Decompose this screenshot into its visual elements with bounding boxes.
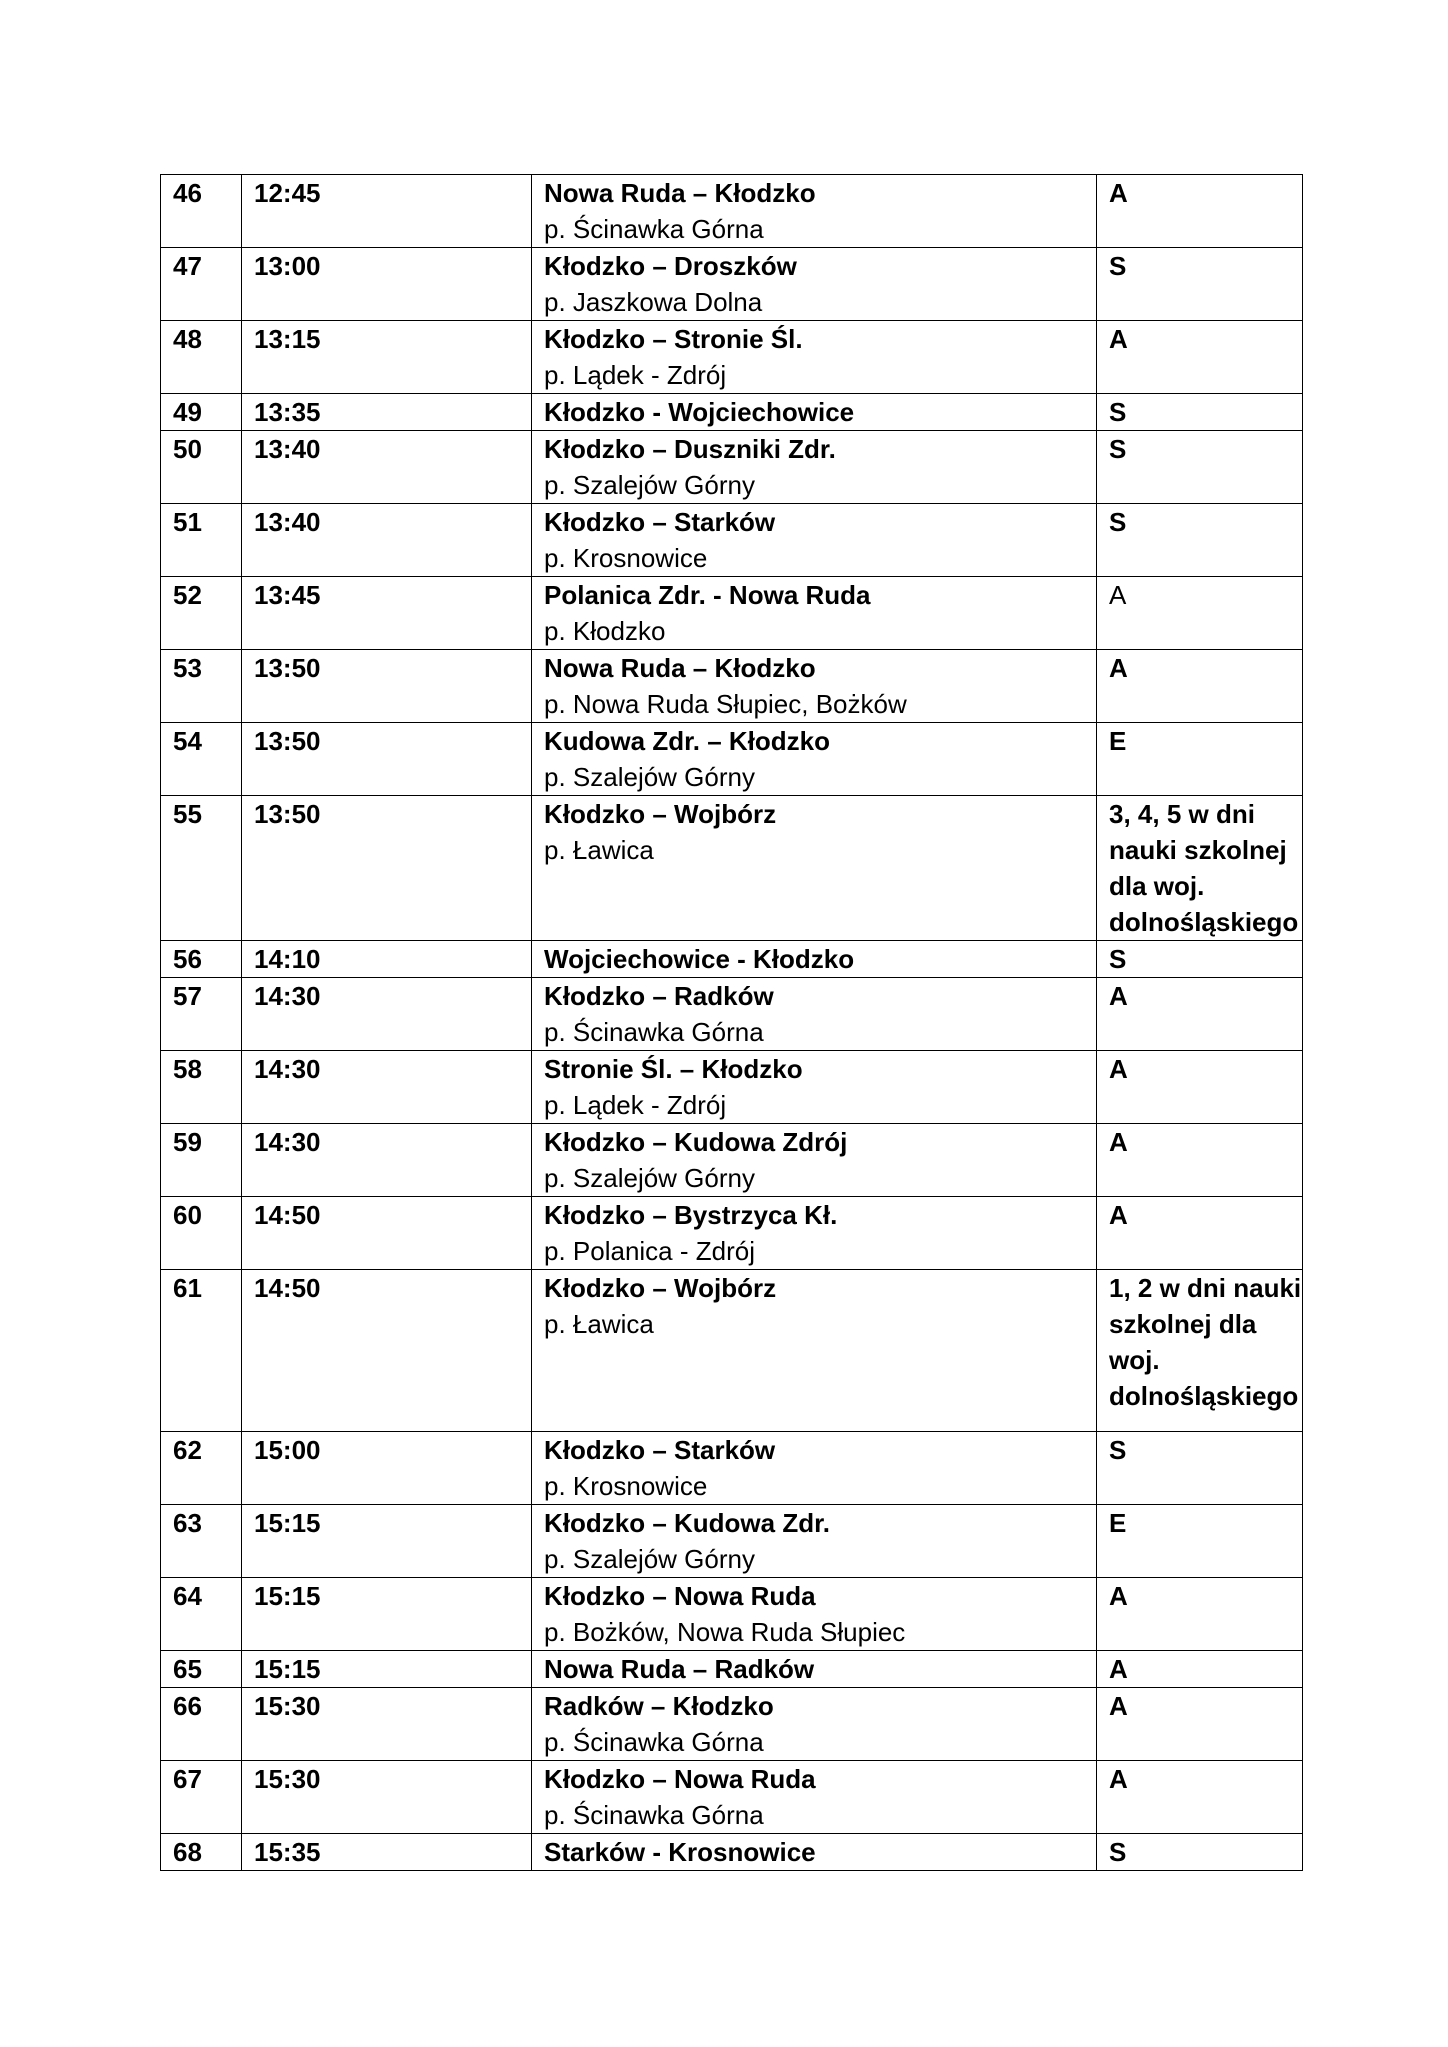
table-row — [161, 723, 1303, 796]
table-row — [161, 1834, 1303, 1871]
route-name: Kłodzko – Nowa Ruda — [544, 1581, 816, 1611]
row-number: 49 — [161, 394, 242, 431]
schedule-note: S — [1097, 1834, 1303, 1871]
table-row — [161, 1688, 1303, 1761]
row-number: 63 — [161, 1505, 242, 1578]
schedule-note: E — [1097, 1505, 1303, 1578]
table-row — [161, 248, 1303, 321]
route-via: p. Jaszkowa Dolna — [544, 287, 763, 317]
route-cell — [532, 504, 1097, 577]
table-row — [161, 577, 1303, 650]
departure-time: 15:35 — [242, 1834, 532, 1871]
route-via: p. Szalejów Górny — [544, 1544, 755, 1574]
table-row — [161, 504, 1303, 577]
route-cell — [532, 1124, 1097, 1197]
departure-time: 14:10 — [242, 941, 532, 978]
route-cell — [532, 650, 1097, 723]
route-name: Stronie Śl. – Kłodzko — [544, 1054, 803, 1084]
schedule-note: A — [1097, 1197, 1303, 1270]
route-name: Nowa Ruda – Kłodzko — [544, 178, 816, 208]
route-cell — [532, 1197, 1097, 1270]
row-number: 60 — [161, 1197, 242, 1270]
route-name: Kłodzko – Bystrzyca Kł. — [544, 1200, 838, 1230]
row-number: 54 — [161, 723, 242, 796]
row-number: 61 — [161, 1270, 242, 1432]
route-name: Kłodzko – Wojbórz — [544, 799, 777, 829]
route-cell — [532, 1578, 1097, 1651]
route-via: p. Krosnowice — [544, 543, 708, 573]
route-via: p. Polanica - Zdrój — [544, 1236, 755, 1266]
route-via: p. Ścinawka Górna — [544, 214, 764, 244]
row-number: 64 — [161, 1578, 242, 1651]
table-row — [161, 394, 1303, 431]
schedule-note: A — [1097, 1761, 1303, 1834]
route-name: Kłodzko – Radków — [544, 981, 774, 1011]
route-name: Kłodzko – Starków — [544, 1435, 776, 1465]
route-cell — [532, 796, 1097, 941]
route-via: p. Ławica — [544, 835, 654, 865]
route-name: Kłodzko - Wojciechowice — [544, 397, 855, 427]
departure-time: 13:35 — [242, 394, 532, 431]
row-number: 47 — [161, 248, 242, 321]
departure-time: 15:15 — [242, 1651, 532, 1688]
row-number: 58 — [161, 1051, 242, 1124]
route-via: p. Nowa Ruda Słupiec, Bożków — [544, 689, 907, 719]
table-row — [161, 1124, 1303, 1197]
departure-time: 15:15 — [242, 1505, 532, 1578]
table-row — [161, 1761, 1303, 1834]
route-via: p. Krosnowice — [544, 1471, 708, 1501]
route-cell — [532, 1270, 1097, 1432]
schedule-note: A — [1097, 175, 1303, 248]
departure-time: 14:30 — [242, 1124, 532, 1197]
schedule-note: S — [1097, 1432, 1303, 1505]
route-via: p. Ścinawka Górna — [544, 1017, 764, 1047]
table-row — [161, 431, 1303, 504]
row-number: 56 — [161, 941, 242, 978]
route-cell — [532, 431, 1097, 504]
route-via: p. Szalejów Górny — [544, 470, 755, 500]
route-via: p. Szalejów Górny — [544, 1163, 755, 1193]
schedule-note: S — [1097, 941, 1303, 978]
schedule-note: 1, 2 w dni nauki szkolnej dla woj. dolnośląskiego — [1097, 1270, 1303, 1432]
route-via: p. Kłodzko — [544, 616, 666, 646]
table-row — [161, 978, 1303, 1051]
schedule-note: A — [1097, 577, 1303, 650]
row-number: 57 — [161, 978, 242, 1051]
route-cell — [532, 1505, 1097, 1578]
route-cell — [532, 394, 1097, 431]
route-name: Kłodzko – Kudowa Zdrój — [544, 1127, 848, 1157]
row-number: 62 — [161, 1432, 242, 1505]
route-cell — [532, 941, 1097, 978]
route-name: Kłodzko – Duszniki Zdr. — [544, 434, 836, 464]
departure-time: 15:00 — [242, 1432, 532, 1505]
departure-time: 15:30 — [242, 1688, 532, 1761]
schedule-note: S — [1097, 394, 1303, 431]
departure-time: 14:30 — [242, 1051, 532, 1124]
table-row — [161, 1578, 1303, 1651]
departure-time: 14:50 — [242, 1197, 532, 1270]
route-name: Kłodzko – Starków — [544, 507, 776, 537]
schedule-note: A — [1097, 1051, 1303, 1124]
departure-time: 13:15 — [242, 321, 532, 394]
schedule-note: A — [1097, 1688, 1303, 1761]
schedule-note: E — [1097, 723, 1303, 796]
route-cell — [532, 978, 1097, 1051]
schedule-note: A — [1097, 1124, 1303, 1197]
table-row — [161, 1432, 1303, 1505]
route-cell — [532, 577, 1097, 650]
route-via: p. Ławica — [544, 1309, 654, 1339]
departure-time: 13:45 — [242, 577, 532, 650]
route-via: p. Ścinawka Górna — [544, 1800, 764, 1830]
departure-time: 13:50 — [242, 796, 532, 941]
departure-time: 13:00 — [242, 248, 532, 321]
route-cell — [532, 723, 1097, 796]
schedule-note: S — [1097, 504, 1303, 577]
table-row — [161, 1651, 1303, 1688]
route-name: Polanica Zdr. - Nowa Ruda — [544, 580, 871, 610]
row-number: 55 — [161, 796, 242, 941]
table-row — [161, 1051, 1303, 1124]
route-via: p. Lądek - Zdrój — [544, 1090, 727, 1120]
row-number: 51 — [161, 504, 242, 577]
route-name: Kłodzko – Droszków — [544, 251, 797, 281]
route-cell — [532, 1051, 1097, 1124]
table-row — [161, 1270, 1303, 1432]
route-name: Kłodzko – Wojbórz — [544, 1273, 777, 1303]
schedule-note: A — [1097, 1578, 1303, 1651]
route-cell — [532, 1688, 1097, 1761]
table-row — [161, 321, 1303, 394]
departure-time: 14:50 — [242, 1270, 532, 1432]
route-cell — [532, 1651, 1097, 1688]
row-number: 67 — [161, 1761, 242, 1834]
route-name: Radków – Kłodzko — [544, 1691, 774, 1721]
departure-time: 13:40 — [242, 504, 532, 577]
route-via: p. Bożków, Nowa Ruda Słupiec — [544, 1617, 906, 1647]
schedule-note: A — [1097, 650, 1303, 723]
route-via: p. Ścinawka Górna — [544, 1727, 764, 1757]
departure-time: 15:30 — [242, 1761, 532, 1834]
schedule-note: A — [1097, 1651, 1303, 1688]
route-name: Nowa Ruda – Kłodzko — [544, 653, 816, 683]
schedule-note: 3, 4, 5 w dni nauki szkolnej dla woj. dolnośląskiego — [1097, 796, 1303, 941]
row-number: 52 — [161, 577, 242, 650]
row-number: 65 — [161, 1651, 242, 1688]
route-name: Wojciechowice - Kłodzko — [544, 944, 855, 974]
row-number: 59 — [161, 1124, 242, 1197]
table-row — [161, 175, 1303, 248]
route-name: Nowa Ruda – Radków — [544, 1654, 815, 1684]
departure-time: 13:40 — [242, 431, 532, 504]
row-number: 46 — [161, 175, 242, 248]
departure-time: 15:15 — [242, 1578, 532, 1651]
schedule-note: A — [1097, 978, 1303, 1051]
table-row — [161, 796, 1303, 941]
row-number: 50 — [161, 431, 242, 504]
route-cell — [532, 1834, 1097, 1871]
table-row — [161, 1505, 1303, 1578]
departure-time: 14:30 — [242, 978, 532, 1051]
route-name: Kłodzko – Kudowa Zdr. — [544, 1508, 831, 1538]
route-via: p. Szalejów Górny — [544, 762, 755, 792]
table-row — [161, 650, 1303, 723]
route-name: Starków - Krosnowice — [544, 1837, 816, 1867]
route-name: Kudowa Zdr. – Kłodzko — [544, 726, 831, 756]
row-number: 48 — [161, 321, 242, 394]
schedule-note: A — [1097, 321, 1303, 394]
route-cell — [532, 175, 1097, 248]
schedule-note: S — [1097, 248, 1303, 321]
row-number: 66 — [161, 1688, 242, 1761]
departure-time: 12:45 — [242, 175, 532, 248]
route-cell — [532, 1761, 1097, 1834]
route-cell — [532, 248, 1097, 321]
table-row — [161, 941, 1303, 978]
route-cell — [532, 321, 1097, 394]
route-via: p. Lądek - Zdrój — [544, 360, 727, 390]
departure-time: 13:50 — [242, 650, 532, 723]
route-name: Kłodzko – Stronie Śl. — [544, 324, 803, 354]
table-row — [161, 1197, 1303, 1270]
route-cell — [532, 1432, 1097, 1505]
bus-schedule-table — [160, 174, 1303, 1871]
departure-time: 13:50 — [242, 723, 532, 796]
row-number: 68 — [161, 1834, 242, 1871]
route-name: Kłodzko – Nowa Ruda — [544, 1764, 816, 1794]
row-number: 53 — [161, 650, 242, 723]
schedule-body — [161, 175, 1303, 1871]
schedule-note: S — [1097, 431, 1303, 504]
